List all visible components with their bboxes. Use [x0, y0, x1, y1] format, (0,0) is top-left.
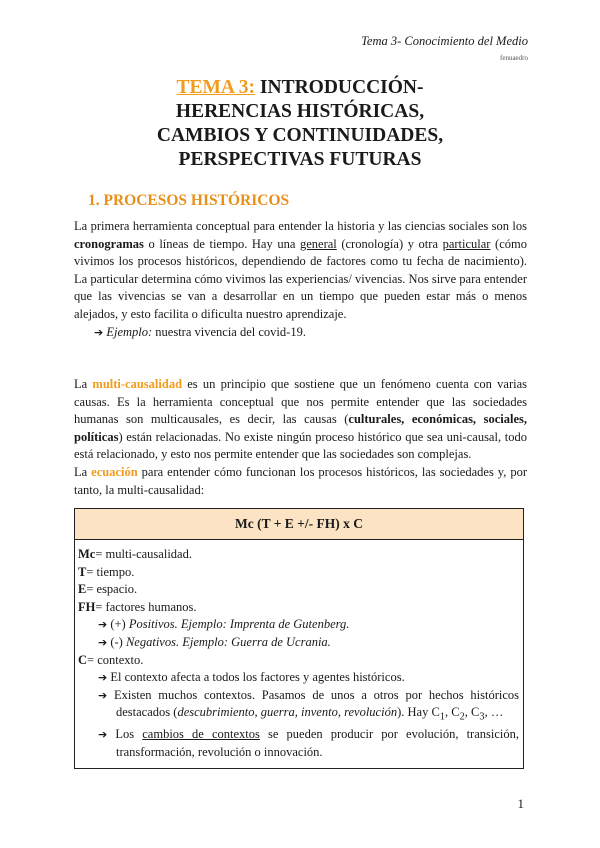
text: (cómo vivimos los procesos históricos, dependiendo de factores como tu fecha de nacimiento). La particular determina cómo vivimos las experiencias/ vivencias. Nos sirve para entender que las vivencias se van a desarrollar en un tiempo que pueden estar más o menos alejados, y esto facilita o dificulta nuestro aprendizaje. — [74, 236, 527, 321]
key: FH — [78, 599, 96, 614]
arrow-icon: ➔ — [98, 728, 108, 742]
def-e — [78, 581, 519, 599]
example-text: nuestra vivencia del covid-19. — [152, 324, 306, 339]
def-t — [78, 564, 519, 582]
context-bullet-1 — [78, 669, 519, 687]
text: para entender cómo funcionan los procesos históricos, las sociedades y, por tanto, la multi-causalidad: — [74, 465, 527, 497]
text: , C — [464, 705, 480, 720]
subscript: 1 — [439, 711, 445, 723]
def-fh — [78, 599, 519, 617]
text: , … — [484, 705, 504, 720]
title-line3: CAMBIOS Y CONTINUIDADES, — [156, 125, 444, 146]
term-general: general — [299, 236, 337, 251]
text: (cronología) y otra — [336, 236, 443, 251]
def-mc — [78, 546, 519, 564]
text: se pueden producir por evolución, transición, transformación, revolución o innovación. — [116, 727, 520, 760]
arrow-icon: ➔ — [98, 688, 108, 702]
arrow-icon: ➔ — [98, 618, 108, 632]
text: El contexto afecta a todos los factores y agentes históricos. — [110, 670, 405, 685]
term-cambios: cambios de contextos — [142, 727, 260, 742]
text: La primera herramienta conceptual para entender la historia y las ciencias sociales son los — [74, 219, 527, 233]
title-line1: INTRODUCCIÓN- — [255, 77, 424, 98]
causes-list: culturales, económicas, sociales, políticas — [74, 412, 527, 444]
arrow-icon: ➔ — [94, 325, 104, 339]
term-particular: particular — [442, 236, 491, 251]
fh-negative — [78, 634, 519, 652]
example-label: Ejemplo: — [106, 324, 153, 339]
arrow-icon: ➔ — [98, 671, 108, 685]
term-cronogramas: cronogramas — [74, 236, 144, 251]
text: La — [74, 465, 92, 479]
value: = tiempo. — [86, 564, 135, 579]
key: E — [78, 582, 87, 597]
text: ) están relacionadas. No existe ningún proceso histórico que sea uni-causal, todo está relacionado, y esto nos permite entender que las sociedades son complejas. — [74, 429, 527, 462]
key: Mc — [78, 547, 96, 561]
text: Positivos. Ejemplo: Imprenta de Gutenberg. — [128, 617, 350, 632]
text: (-) — [110, 634, 126, 649]
text: Existen muchos contextos. Pasamos de unos a otros por hechos históricos destacados ( — [114, 687, 520, 720]
example-line — [74, 324, 527, 342]
value: = factores humanos. — [95, 599, 197, 614]
term-ecuacion: ecuación — [91, 465, 138, 479]
paragraph-cronogramas — [74, 218, 527, 341]
value: = multi-causalidad. — [95, 547, 192, 561]
text: es un principio que sostiene que un fenómeno cuenta con varias causas. Es la herramienta conceptual que nos permite entender que las sociedades humanas son multicausales, es decir, las causas ( — [74, 377, 527, 427]
subscript: 2 — [459, 711, 465, 723]
key: T — [78, 564, 87, 579]
fh-positive — [78, 616, 519, 634]
text: descubrimiento, guerra, invento, revolución — [177, 705, 398, 720]
text: ). Hay C — [397, 705, 440, 720]
context-bullet-3 — [78, 726, 519, 761]
formula-header: Mc (T + E +/- FH) x C — [75, 509, 523, 540]
paragraph-ecuacion — [74, 464, 527, 499]
text: La — [74, 377, 93, 391]
title-line2: HERENCIAS HISTÓRICAS, — [175, 101, 425, 122]
key: C — [78, 652, 88, 667]
text: (+) — [110, 617, 129, 632]
text: Los — [115, 727, 143, 742]
value: = espacio. — [86, 582, 138, 597]
section-heading: 1. PROCESOS HISTÓRICOS — [88, 192, 290, 209]
def-c — [78, 652, 519, 670]
header-title: Tema 3- Conocimiento del Medio — [361, 34, 528, 48]
text: o líneas de tiempo. Hay una — [143, 236, 300, 251]
page-header — [361, 34, 528, 65]
formula-body — [75, 540, 523, 768]
value: = contexto. — [87, 652, 144, 667]
text: , C — [444, 705, 460, 720]
text: Negativos. Ejemplo: Guerra de Ucrania. — [125, 634, 331, 649]
term-multicausalidad: multi-causalidad — [92, 377, 183, 391]
arrow-icon: ➔ — [98, 635, 108, 649]
formula-box — [74, 508, 524, 769]
subscript: 3 — [479, 711, 485, 723]
header-author: fenuaedro — [500, 54, 528, 62]
paragraph-multicausalidad — [74, 376, 527, 464]
title-line4: PERSPECTIVAS FUTURAS — [178, 149, 422, 170]
page-number: 1 — [517, 796, 524, 811]
title-tema: TEMA 3: — [176, 77, 256, 98]
document-title — [0, 76, 600, 172]
context-bullet-2 — [78, 687, 519, 727]
